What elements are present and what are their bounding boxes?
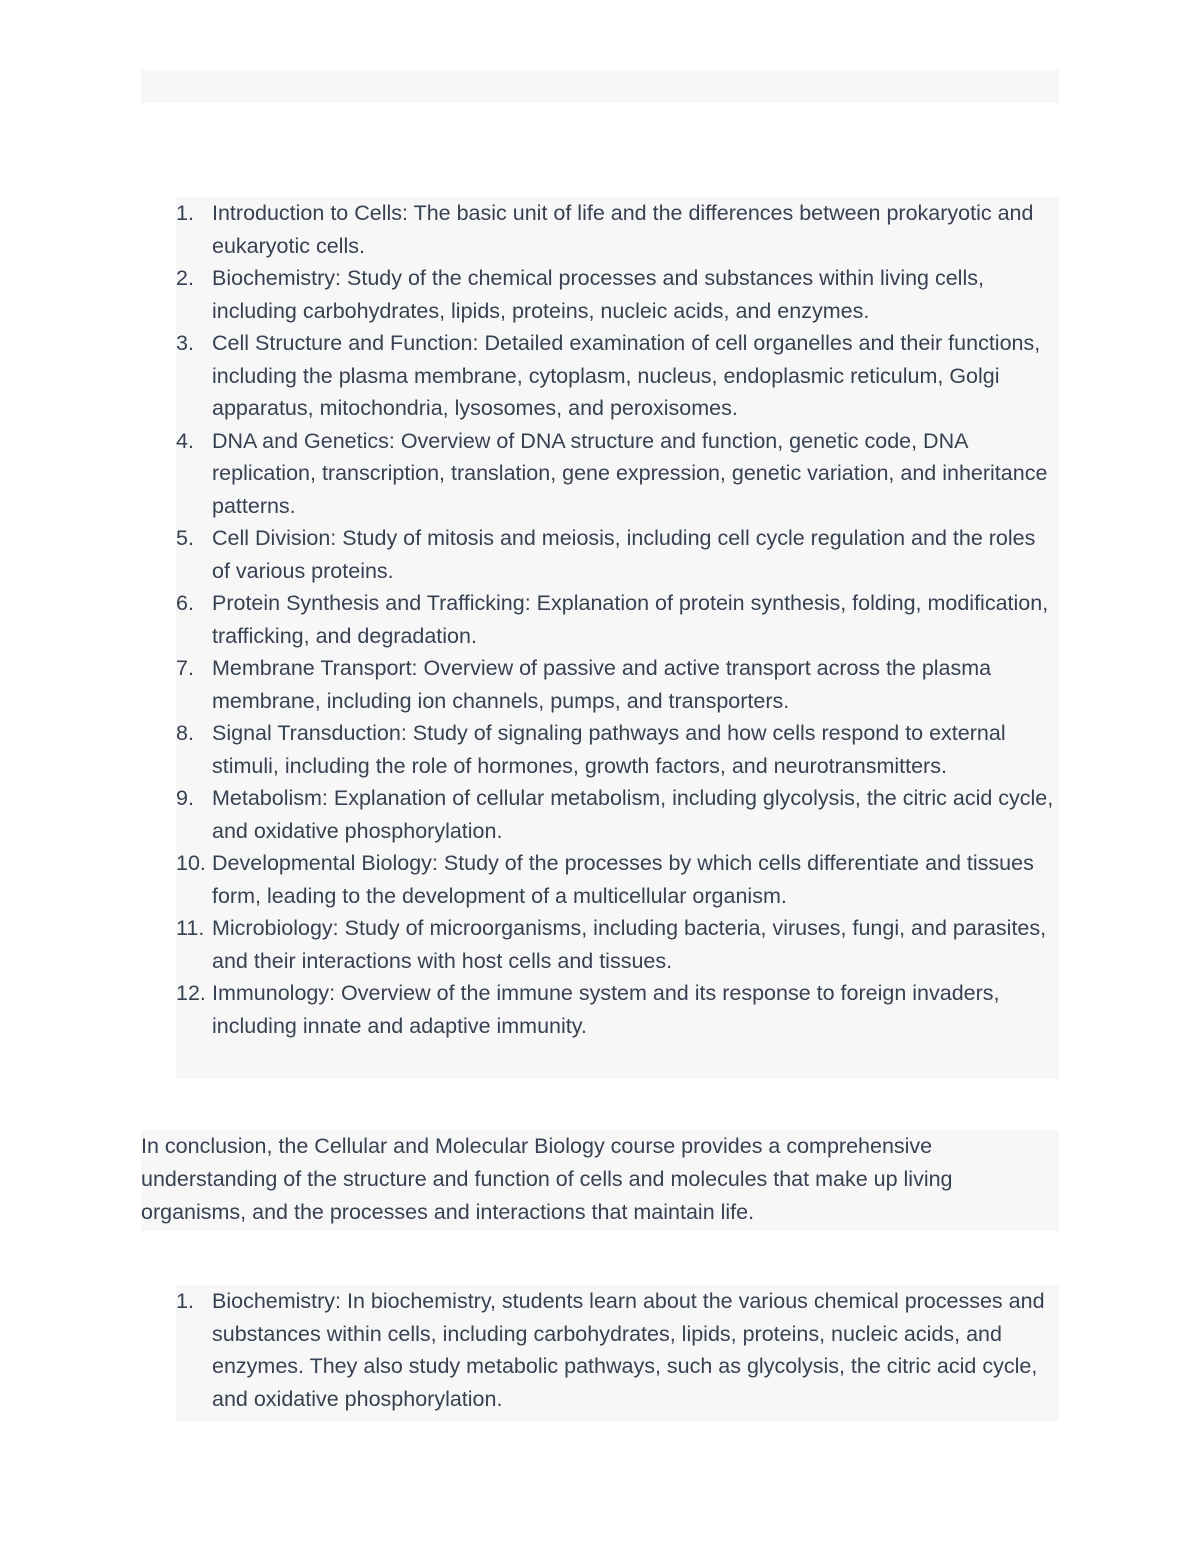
list-item-text: Biochemistry: In biochemistry, students learn about the various chemical processes and substances within cells, including carbohydrates, lipids, proteins, nucleic acids, and enzymes. They also study metabolic pathways, such as glycolysis, the citric acid cycle, and oxidative phosphorylation. xyxy=(212,1289,1045,1411)
list-item-text: Protein Synthesis and Trafficking: Explanation of protein synthesis, folding, modification, trafficking, and degradation. xyxy=(212,591,1049,648)
list-item xyxy=(176,522,1056,587)
list-item-text: Cell Structure and Function: Detailed examination of cell organelles and their functions, including the plasma membrane, cytoplasm, nucleus, endoplasmic reticulum, Golgi apparatus, mitochondria, lysosomes, and peroxisomes. xyxy=(212,331,1041,420)
list-number: 2. xyxy=(176,266,194,290)
list-number: 10. xyxy=(176,851,206,875)
list-item xyxy=(176,977,1056,1042)
list-item-text: Introduction to Cells: The basic unit of life and the differences between prokaryotic and eukaryotic cells. xyxy=(212,201,1034,258)
list-number: 9. xyxy=(176,786,194,810)
list-number: 4. xyxy=(176,428,194,453)
list-item xyxy=(176,847,1056,912)
topics-list xyxy=(176,197,1056,1042)
list-item xyxy=(176,587,1056,652)
list-item xyxy=(176,425,1056,523)
list-item-text: Membrane Transport: Overview of passive and active transport across the plasma membrane, including ion channels, pumps, and transporters. xyxy=(212,656,992,713)
list-number: 5. xyxy=(176,526,194,550)
list-item xyxy=(176,717,1056,782)
list-number: 6. xyxy=(176,591,194,615)
detail-list xyxy=(176,1285,1056,1415)
list-item xyxy=(176,652,1056,717)
list-number: 7. xyxy=(176,656,194,680)
list-number: 3. xyxy=(176,331,194,355)
header-bar xyxy=(141,70,1059,103)
list-item-text: DNA and Genetics: Overview of DNA structure and function, genetic code, DNA replication, transcription, translation, gene expression, genetic variation, and inheritance patterns. xyxy=(212,428,1048,518)
list-item xyxy=(176,197,1056,262)
list-item-text: Immunology: Overview of the immune system and its response to foreign invaders, including innate and adaptive immunity. xyxy=(212,981,1000,1038)
conclusion-block xyxy=(141,1130,1059,1231)
list-number: 12. xyxy=(176,981,206,1005)
list-item-text: Biochemistry: Study of the chemical processes and substances within living cells, including carbohydrates, lipids, proteins, nucleic acids, and enzymes. xyxy=(212,266,984,323)
list-item-text: Metabolism: Explanation of cellular metabolism, including glycolysis, the citric acid cycle, and oxidative phosphorylation. xyxy=(212,786,1054,843)
list-item-text: Signal Transduction: Study of signaling pathways and how cells respond to external stimuli, including the role of hormones, growth factors, and neurotransmitters. xyxy=(212,721,1006,778)
detail-list-block xyxy=(176,1285,1059,1421)
list-number: 11. xyxy=(176,916,205,940)
list-number: 1. xyxy=(176,201,194,225)
list-item xyxy=(176,1285,1056,1415)
list-item-text: Cell Division: Study of mitosis and meiosis, including cell cycle regulation and the roles of various proteins. xyxy=(212,526,1036,583)
list-item-text: Microbiology: Study of microorganisms, including bacteria, viruses, fungi, and parasites, and their interactions with host cells and tissues. xyxy=(212,916,1047,973)
list-item xyxy=(176,782,1056,847)
list-item-text: Developmental Biology: Study of the processes by which cells differentiate and tissues form, leading to the development of a multicellular organism. xyxy=(212,851,1034,908)
list-number: 8. xyxy=(176,721,194,745)
conclusion-paragraph: In conclusion, the Cellular and Molecular Biology course provides a comprehensive understanding of the structure and function of cells and molecules that make up living organisms, and the processes and interactions that maintain life. xyxy=(141,1134,953,1224)
list-item xyxy=(176,327,1056,425)
list-item xyxy=(176,912,1056,977)
list-item xyxy=(176,262,1056,327)
topics-list-block xyxy=(176,197,1059,1079)
list-number: 1. xyxy=(176,1289,194,1313)
